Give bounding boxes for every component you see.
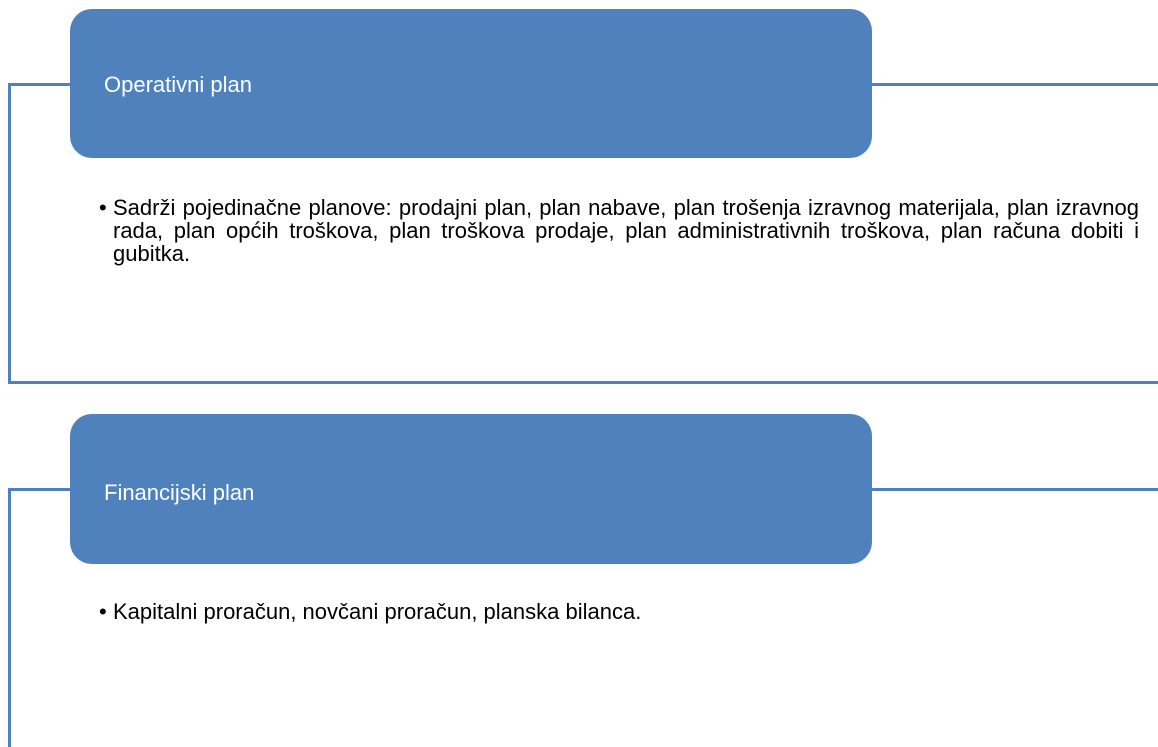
bullet-icon: • xyxy=(99,195,107,220)
section-content-financijski xyxy=(99,600,1099,623)
section-title-financijski: Financijski plan xyxy=(104,480,255,505)
section-content-operativni xyxy=(99,196,1139,265)
bullet-item xyxy=(99,600,1099,623)
bullet-text: Sadrži pojedinačne planove: prodajni plan, plan nabave, plan trošenja izravnog materijala, plan izravnog rada, plan općih troškova, plan troškova prodaje, plan administrativnih troškova, plan računa dobiti i gubitka. xyxy=(113,195,1139,266)
bullet-icon: • xyxy=(99,599,107,624)
bullet-item xyxy=(99,196,1139,265)
section-header-financijski xyxy=(70,414,872,564)
section-title-operativni: Operativni plan xyxy=(104,72,252,97)
section-header-operativni xyxy=(70,9,872,158)
bullet-text: Kapitalni proračun, novčani proračun, planska bilanca. xyxy=(113,599,642,624)
